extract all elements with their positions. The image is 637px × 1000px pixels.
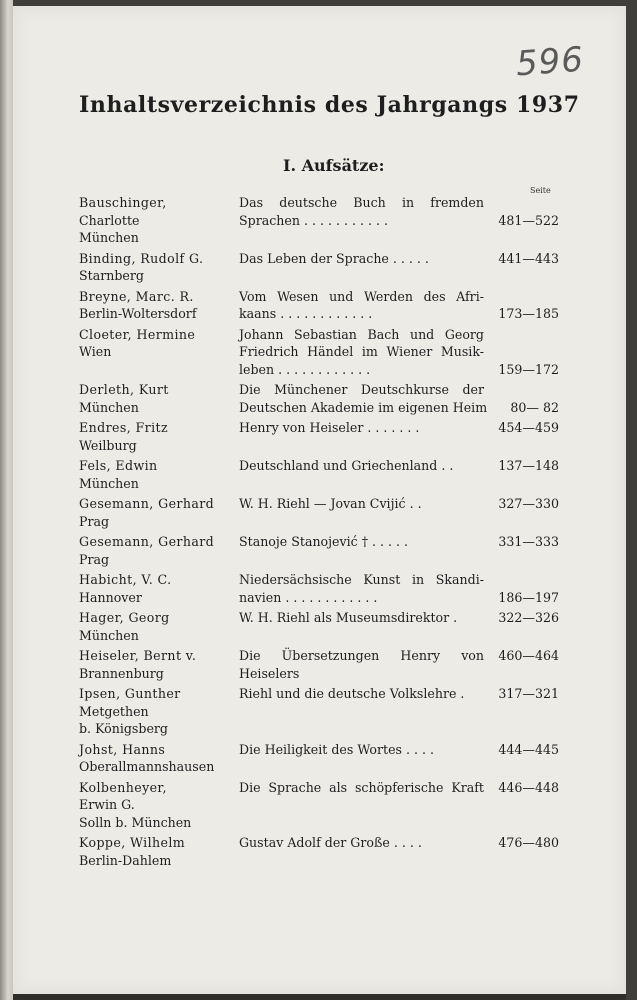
section-heading: I. Aufsätze: bbox=[283, 156, 385, 175]
toc-title bbox=[239, 194, 484, 247]
title-line: Vom Wesen und Werden des Afri- bbox=[239, 288, 484, 304]
toc-title bbox=[239, 834, 484, 869]
page-title: Inhaltsverzeichnis des Jahrgangs 1937 bbox=[79, 92, 580, 118]
toc-author bbox=[79, 609, 239, 644]
page-range: 80— 82 bbox=[510, 399, 559, 415]
title-line: Sprachen . . . . . . . . . . . bbox=[239, 212, 389, 228]
toc-entry bbox=[79, 609, 579, 644]
column-label-seite: Seite bbox=[530, 186, 551, 195]
toc-title bbox=[239, 288, 484, 323]
toc-author bbox=[79, 741, 239, 776]
title-line: Deutschland und Griechenland . . bbox=[239, 458, 454, 473]
title-line: Das Leben der Sprache . . . . . bbox=[239, 250, 429, 266]
toc-title bbox=[239, 495, 484, 530]
page-range: 327—330 bbox=[498, 496, 559, 511]
author-detail: Brannenburg bbox=[79, 665, 164, 681]
author-detail: Prag bbox=[79, 551, 110, 567]
toc-title bbox=[239, 571, 484, 606]
page-range: 186—197 bbox=[498, 589, 559, 605]
toc-author bbox=[79, 779, 239, 832]
toc-title bbox=[239, 250, 484, 285]
toc-title bbox=[239, 381, 488, 416]
toc-title bbox=[239, 647, 484, 682]
toc-title bbox=[239, 457, 484, 492]
toc-author bbox=[79, 533, 239, 568]
author-detail: Wien bbox=[79, 344, 112, 359]
toc-entry bbox=[79, 288, 579, 323]
author-detail: b. Königsberg bbox=[79, 721, 168, 736]
author-detail: Berlin-Dahlem bbox=[79, 852, 172, 868]
author-detail: Weilburg bbox=[79, 437, 137, 453]
page-range: 173—185 bbox=[498, 306, 559, 321]
toc-author bbox=[79, 495, 239, 530]
author-name: Kolbenheyer, bbox=[79, 779, 167, 795]
page-range: 476—480 bbox=[498, 835, 559, 850]
toc-entry bbox=[79, 381, 579, 416]
toc-entry bbox=[79, 685, 579, 738]
toc-title bbox=[239, 419, 484, 454]
title-line: Die Münchener Deutschkurse der bbox=[239, 382, 484, 397]
handwritten-page-number: 596 bbox=[514, 39, 586, 85]
toc-title bbox=[239, 779, 484, 832]
author-detail: Metgethen bbox=[79, 703, 149, 719]
author-detail: München bbox=[79, 230, 139, 245]
toc-entry bbox=[79, 571, 579, 606]
title-line: Henry von Heiseler . . . . . . . bbox=[239, 420, 420, 435]
author-name: Heiseler, Bernt v. bbox=[79, 648, 197, 663]
author-detail: Oberallmannshausen bbox=[79, 759, 215, 774]
title-line: Riehl und die deutsche Volkslehre . bbox=[239, 686, 465, 701]
title-line: Die Heiligkeit des Wortes . . . . bbox=[239, 741, 435, 757]
title-line: W. H. Riehl — Jovan Cvijić . . bbox=[239, 496, 422, 511]
toc-entry bbox=[79, 834, 579, 869]
author-name: Hager, Georg bbox=[79, 610, 170, 625]
author-detail: München bbox=[79, 399, 139, 415]
author-name: Koppe, Wilhelm bbox=[79, 835, 186, 850]
toc-author bbox=[79, 834, 239, 869]
toc-title bbox=[239, 609, 484, 644]
title-line: Deutschen Akademie im eigenen Heim bbox=[239, 399, 488, 415]
author-detail: Hannover bbox=[79, 589, 142, 605]
toc-author bbox=[79, 288, 239, 323]
author-name: Habicht, V. C. bbox=[79, 572, 172, 587]
toc-author bbox=[79, 419, 239, 454]
page-range: 444—445 bbox=[498, 741, 559, 757]
toc-entry bbox=[79, 779, 579, 832]
toc-entry bbox=[79, 457, 579, 492]
title-line: Das deutsche Buch in fremden bbox=[239, 195, 484, 210]
title-line: W. H. Riehl als Museumsdirektor . bbox=[239, 610, 458, 625]
page-range: 446—448 bbox=[498, 779, 559, 795]
author-name: Binding, Rudolf G. bbox=[79, 250, 204, 266]
author-name: Johst, Hanns bbox=[79, 741, 166, 757]
page-range: 441—443 bbox=[498, 250, 559, 266]
author-name: Cloeter, Hermine bbox=[79, 326, 196, 342]
toc-author bbox=[79, 381, 239, 416]
author-detail: München bbox=[79, 475, 139, 491]
toc-author bbox=[79, 326, 239, 379]
title-line: kaans . . . . . . . . . . . . bbox=[239, 306, 373, 321]
author-detail: Starnberg bbox=[79, 268, 144, 283]
toc-author bbox=[79, 647, 239, 682]
title-line: Die Sprache als schöpferische Kraft bbox=[239, 779, 484, 795]
table-of-contents bbox=[79, 194, 579, 872]
title-line: Niedersächsische Kunst in Skandi- bbox=[239, 572, 484, 587]
page-range: 317—321 bbox=[498, 686, 559, 701]
toc-entry bbox=[79, 419, 579, 454]
toc-author bbox=[79, 194, 239, 247]
toc-title bbox=[239, 685, 484, 738]
page-range: 331—333 bbox=[498, 534, 559, 549]
toc-title bbox=[239, 741, 484, 776]
toc-title bbox=[239, 533, 484, 568]
toc-author bbox=[79, 685, 239, 738]
title-line: Stanoje Stanojević † . . . . . bbox=[239, 534, 409, 549]
author-name: Fels, Edwin bbox=[79, 458, 158, 473]
toc-author bbox=[79, 571, 239, 606]
title-line: Gustav Adolf der Große . . . . bbox=[239, 835, 422, 850]
author-name: Gesemann, Gerhard bbox=[79, 534, 215, 549]
toc-entry bbox=[79, 250, 579, 285]
title-line: Die Übersetzungen Henry von Heiselers bbox=[239, 648, 484, 681]
toc-author bbox=[79, 457, 239, 492]
author-name: Bauschinger, bbox=[79, 195, 167, 210]
toc-entry bbox=[79, 326, 579, 379]
author-name: Breyne, Marc. R. bbox=[79, 288, 194, 304]
author-name: Gesemann, Gerhard bbox=[79, 496, 215, 511]
page-range: 454—459 bbox=[498, 420, 559, 435]
author-detail: Prag bbox=[79, 513, 110, 529]
document-page bbox=[13, 6, 626, 994]
author-detail: Solln b. München bbox=[79, 814, 192, 830]
toc-entry bbox=[79, 533, 579, 568]
scan-bottom-edge bbox=[13, 994, 626, 1000]
title-line: Friedrich Händel im Wiener Musik- bbox=[239, 344, 484, 359]
page-range: 322—326 bbox=[498, 610, 559, 625]
author-name: Derleth, Kurt bbox=[79, 382, 169, 397]
toc-entry bbox=[79, 741, 579, 776]
title-line: Johann Sebastian Bach und Georg bbox=[239, 326, 484, 342]
toc-entry bbox=[79, 647, 579, 682]
toc-author bbox=[79, 250, 239, 285]
author-detail: Charlotte bbox=[79, 212, 140, 228]
page-range: 137—148 bbox=[498, 458, 559, 473]
toc-title bbox=[239, 326, 484, 379]
page-range: 460—464 bbox=[498, 648, 559, 663]
toc-entry bbox=[79, 194, 579, 247]
page-range: 159—172 bbox=[498, 361, 559, 377]
title-line: navien . . . . . . . . . . . . bbox=[239, 589, 378, 605]
author-detail: München bbox=[79, 627, 139, 643]
previous-page-edge bbox=[0, 0, 13, 1000]
toc-entry bbox=[79, 495, 579, 530]
author-name: Endres, Fritz bbox=[79, 420, 168, 435]
title-line: leben . . . . . . . . . . . . bbox=[239, 361, 371, 377]
author-name: Ipsen, Gunther bbox=[79, 686, 181, 701]
author-detail: Berlin-Woltersdorf bbox=[79, 306, 197, 321]
author-detail: Erwin G. bbox=[79, 797, 135, 812]
page-range: 481—522 bbox=[498, 212, 559, 228]
